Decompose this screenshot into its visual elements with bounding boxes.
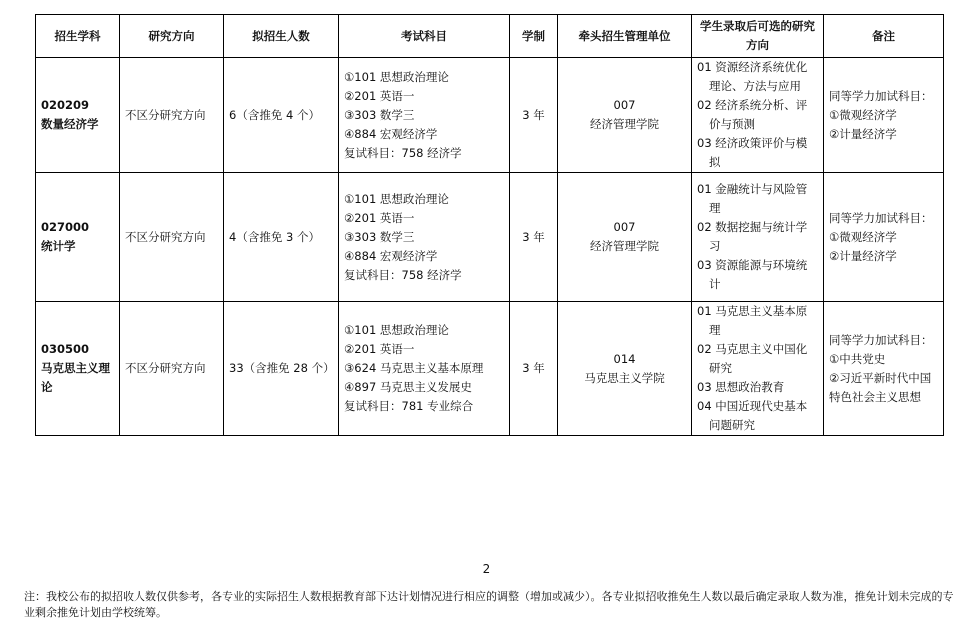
exam-item: ②201 英语一 bbox=[344, 342, 415, 356]
subject-code: 027000 bbox=[41, 220, 90, 234]
quota-cell: 6（含推免 4 个） bbox=[224, 58, 339, 173]
header-quota: 拟招生人数 bbox=[224, 15, 339, 58]
unit-name: 经济管理学院 bbox=[590, 117, 659, 131]
note-item: ②计量经济学 bbox=[829, 126, 897, 141]
direction-cell: 不区分研究方向 bbox=[120, 58, 224, 173]
subject-code: 030500 bbox=[41, 342, 90, 356]
years-cell: 3 年 bbox=[510, 58, 558, 173]
note-item: ①微观经济学 bbox=[829, 107, 897, 122]
quota-cell: 4（含推免 3 个） bbox=[224, 173, 339, 302]
subject-code: 020209 bbox=[41, 98, 90, 112]
table-row bbox=[36, 173, 944, 302]
table-header-row bbox=[36, 15, 944, 58]
note-item: ①中共党史 bbox=[829, 351, 886, 366]
exams-cell bbox=[339, 58, 510, 173]
exam-item: ③624 马克思主义基本原理 bbox=[344, 361, 484, 375]
exam-item: ②201 英语一 bbox=[344, 210, 415, 225]
years-cell: 3 年 bbox=[510, 302, 558, 436]
table-row bbox=[36, 58, 944, 173]
exams-cell bbox=[339, 173, 510, 302]
header-notes: 备注 bbox=[824, 15, 944, 58]
header-research: 学生录取后可选的研究方向 bbox=[692, 15, 824, 58]
note-item: 同等学力加试科目： bbox=[829, 332, 933, 347]
exam-item: ②201 英语一 bbox=[344, 88, 415, 103]
subject-name: 马克思主义理论 bbox=[41, 361, 110, 394]
exam-item: ③303 数学三 bbox=[344, 107, 415, 122]
exam-item: ④884 宏观经济学 bbox=[344, 248, 438, 263]
note-item: ②习近平新时代中国特色社会主义思想 bbox=[829, 370, 932, 404]
research-item: 01 资源经济系统优化理论、方法与应用 bbox=[697, 60, 808, 93]
exam-item: ①101 思想政治理论 bbox=[344, 69, 449, 84]
page-number: 2 bbox=[482, 562, 491, 576]
research-item: 03 经济政策评价与模拟 bbox=[697, 136, 808, 169]
exam-item: ①101 思想政治理论 bbox=[344, 191, 449, 206]
unit-code: 014 bbox=[613, 351, 636, 366]
retest-item: 复试科目：758 经济学 bbox=[344, 145, 462, 160]
unit-code: 007 bbox=[613, 220, 636, 234]
unit-name: 经济管理学院 bbox=[590, 239, 659, 253]
note-item: 同等学力加试科目： bbox=[829, 210, 933, 225]
research-cell bbox=[692, 173, 824, 302]
research-item: 02 经济系统分析、评价与预测 bbox=[697, 98, 808, 131]
subject-name: 统计学 bbox=[41, 239, 76, 253]
header-exams: 考试科目 bbox=[339, 15, 510, 58]
direction-cell: 不区分研究方向 bbox=[120, 173, 224, 302]
unit-cell bbox=[558, 302, 692, 436]
unit-code: 007 bbox=[613, 98, 636, 112]
header-subject: 招生学科 bbox=[36, 15, 120, 58]
research-item: 03 资源能源与环境统计 bbox=[697, 258, 808, 291]
header-years: 学制 bbox=[510, 15, 558, 58]
research-item: 01 金融统计与风险管理 bbox=[697, 182, 808, 215]
footnote: 注：我校公布的拟招收人数仅供参考，各专业的实际招生人数根据教育部下达计划情况进行相应的调整（增加或减少）。各专业拟招收推免生人数以最后确定录取人数为准，推免计划未完成的专业剩余推免计划由学校统筹。 bbox=[24, 590, 954, 619]
research-item: 02 数据挖掘与统计学习 bbox=[697, 220, 808, 253]
retest-item: 复试科目：781 专业综合 bbox=[344, 399, 474, 413]
subject-cell bbox=[36, 58, 120, 173]
exam-item: ④884 宏观经济学 bbox=[344, 126, 438, 141]
unit-cell bbox=[558, 173, 692, 302]
quota-cell: 33（含推免 28 个） bbox=[224, 302, 339, 436]
research-item: 03 思想政治教育 bbox=[697, 380, 785, 394]
unit-name: 马克思主义学院 bbox=[584, 370, 665, 385]
years-cell: 3 年 bbox=[510, 173, 558, 302]
research-item: 01 马克思主义基本原理 bbox=[697, 304, 808, 337]
retest-item: 复试科目：758 经济学 bbox=[344, 267, 462, 282]
header-unit: 牵头招生管理单位 bbox=[558, 15, 692, 58]
enrollment-plan-table bbox=[35, 14, 944, 436]
research-cell bbox=[692, 58, 824, 173]
table-row bbox=[36, 302, 944, 436]
exam-item: ①101 思想政治理论 bbox=[344, 323, 449, 337]
notes-cell bbox=[824, 58, 944, 173]
note-item: ①微观经济学 bbox=[829, 229, 897, 244]
direction-cell: 不区分研究方向 bbox=[120, 302, 224, 436]
subject-name: 数量经济学 bbox=[41, 117, 99, 131]
research-cell bbox=[692, 302, 824, 436]
research-item: 04 中国近现代史基本问题研究 bbox=[697, 399, 808, 432]
subject-cell bbox=[36, 302, 120, 436]
notes-cell bbox=[824, 173, 944, 302]
research-item: 02 马克思主义中国化研究 bbox=[697, 342, 808, 375]
exam-item: ③303 数学三 bbox=[344, 229, 415, 244]
header-direction: 研究方向 bbox=[120, 15, 224, 58]
exam-item: ④897 马克思主义发展史 bbox=[344, 380, 472, 394]
subject-cell bbox=[36, 173, 120, 302]
exams-cell bbox=[339, 302, 510, 436]
unit-cell bbox=[558, 58, 692, 173]
note-item: ②计量经济学 bbox=[829, 248, 897, 263]
note-item: 同等学力加试科目： bbox=[829, 88, 933, 103]
notes-cell bbox=[824, 302, 944, 436]
